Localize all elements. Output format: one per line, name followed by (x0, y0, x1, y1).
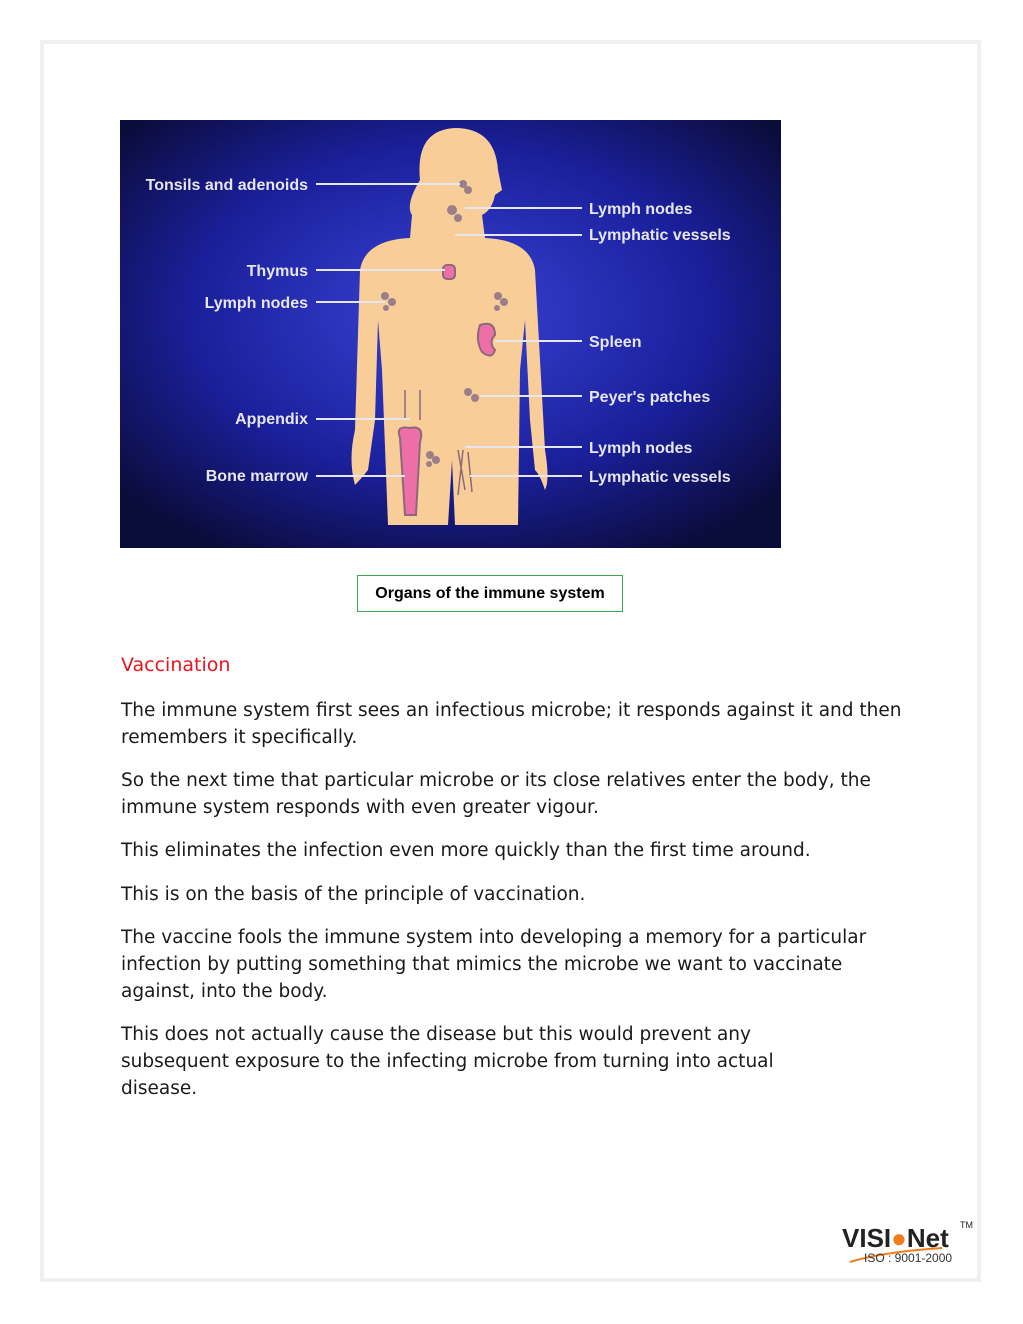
paragraph: The vaccine fools the immune system into developing a memory for a particular infection by putting something that mimics the microbe we want to vaccinate against, into the body. (121, 927, 867, 1002)
section-heading: Vaccination (121, 654, 231, 676)
figure-caption: Organs of the immune system (357, 575, 623, 612)
label-tonsils: Tonsils and adenoids (145, 177, 308, 194)
label-lymph-nodes-neck: Lymph nodes (589, 201, 693, 218)
label-lymphatic-vessels-groin: Lymphatic vessels (589, 469, 731, 486)
immune-system-diagram (120, 120, 781, 548)
label-appendix: Appendix (235, 411, 308, 428)
label-spleen: Spleen (589, 334, 642, 351)
paragraph: The immune system first sees an infectious microbe; it responds against it and then remembers it specifically. (121, 700, 902, 748)
logo-wordmark: VISI●Net (842, 1223, 949, 1253)
label-peyers-patches: Peyer's patches (589, 389, 711, 406)
label-bone-marrow: Bone marrow (205, 468, 308, 485)
label-thymus: Thymus (246, 263, 308, 280)
paragraph: This is on the basis of the principle of vaccination. (121, 884, 586, 905)
paragraph: So the next time that particular microbe or its close relatives enter the body, the immune system responds with even greater vigour. (121, 770, 871, 818)
label-lymph-nodes-groin: Lymph nodes (589, 440, 693, 457)
logo-tm: TM (960, 1220, 973, 1230)
label-lymph-nodes-left: Lymph nodes (204, 295, 308, 312)
paragraph: This eliminates the infection even more quickly than the first time around. (121, 840, 811, 861)
label-lymphatic-vessels-neck: Lymphatic vessels (589, 227, 731, 244)
logo-iso: ISO : 9001-2000 (864, 1251, 953, 1265)
visionet-logo (842, 1218, 977, 1268)
paragraph: This does not actually cause the disease but this would prevent any subsequent exposure to the infecting microbe from turning into actual disease. (121, 1024, 774, 1099)
